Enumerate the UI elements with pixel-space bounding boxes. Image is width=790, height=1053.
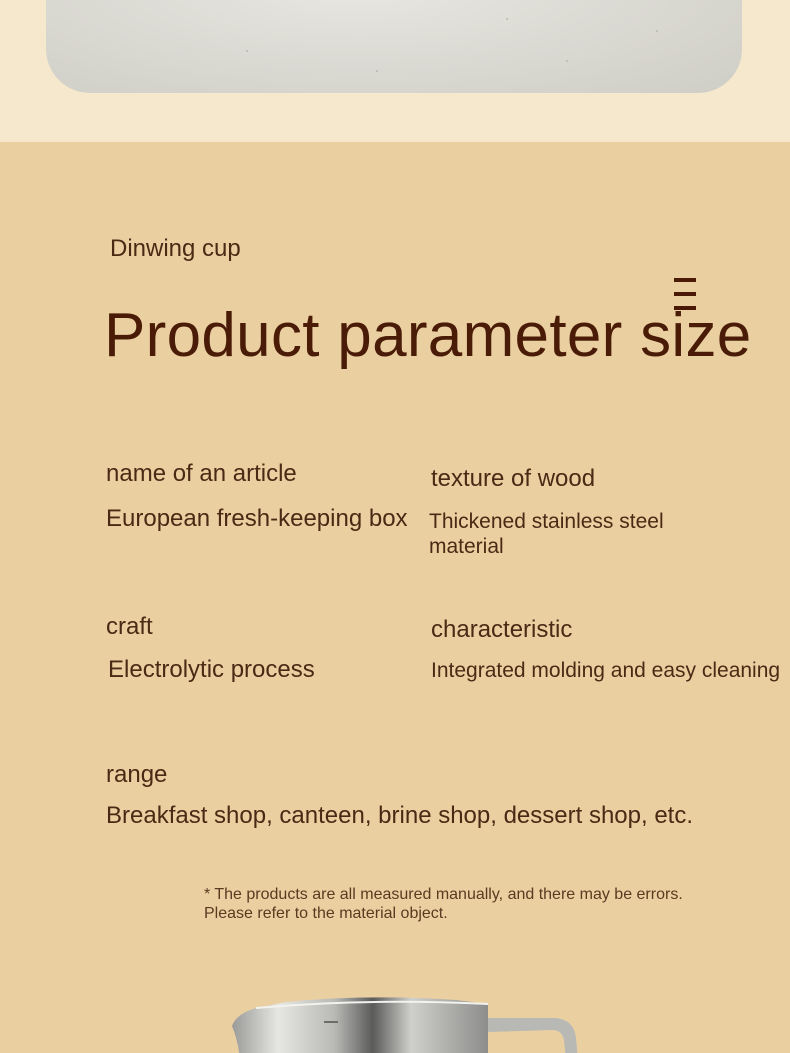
craft-label: craft [106, 613, 153, 640]
brand-subtitle: Dinwing cup [110, 235, 241, 262]
characteristic-label: characteristic [431, 616, 573, 643]
name-value: European fresh-keeping box [106, 505, 408, 532]
texture-label: texture of wood [431, 465, 596, 492]
range-label: range [106, 761, 168, 788]
texture-value: Thickened stainless steel material [429, 510, 664, 558]
range-value: Breakfast shop, canteen, brine shop, dessert shop, etc. [106, 802, 694, 829]
product-photo-bottom-edge [46, 0, 742, 93]
milk-jug-image [226, 990, 586, 1053]
top-band [0, 0, 790, 142]
page-title: Product parameter size [104, 301, 752, 370]
characteristic-value: Integrated molding and easy cleaning [431, 659, 781, 682]
name-label: name of an article [106, 460, 297, 487]
craft-value: Electrolytic process [108, 656, 315, 683]
measurement-disclaimer: * The products are all measured manually, and there may be errors. Please refer to the material object. [204, 886, 683, 922]
